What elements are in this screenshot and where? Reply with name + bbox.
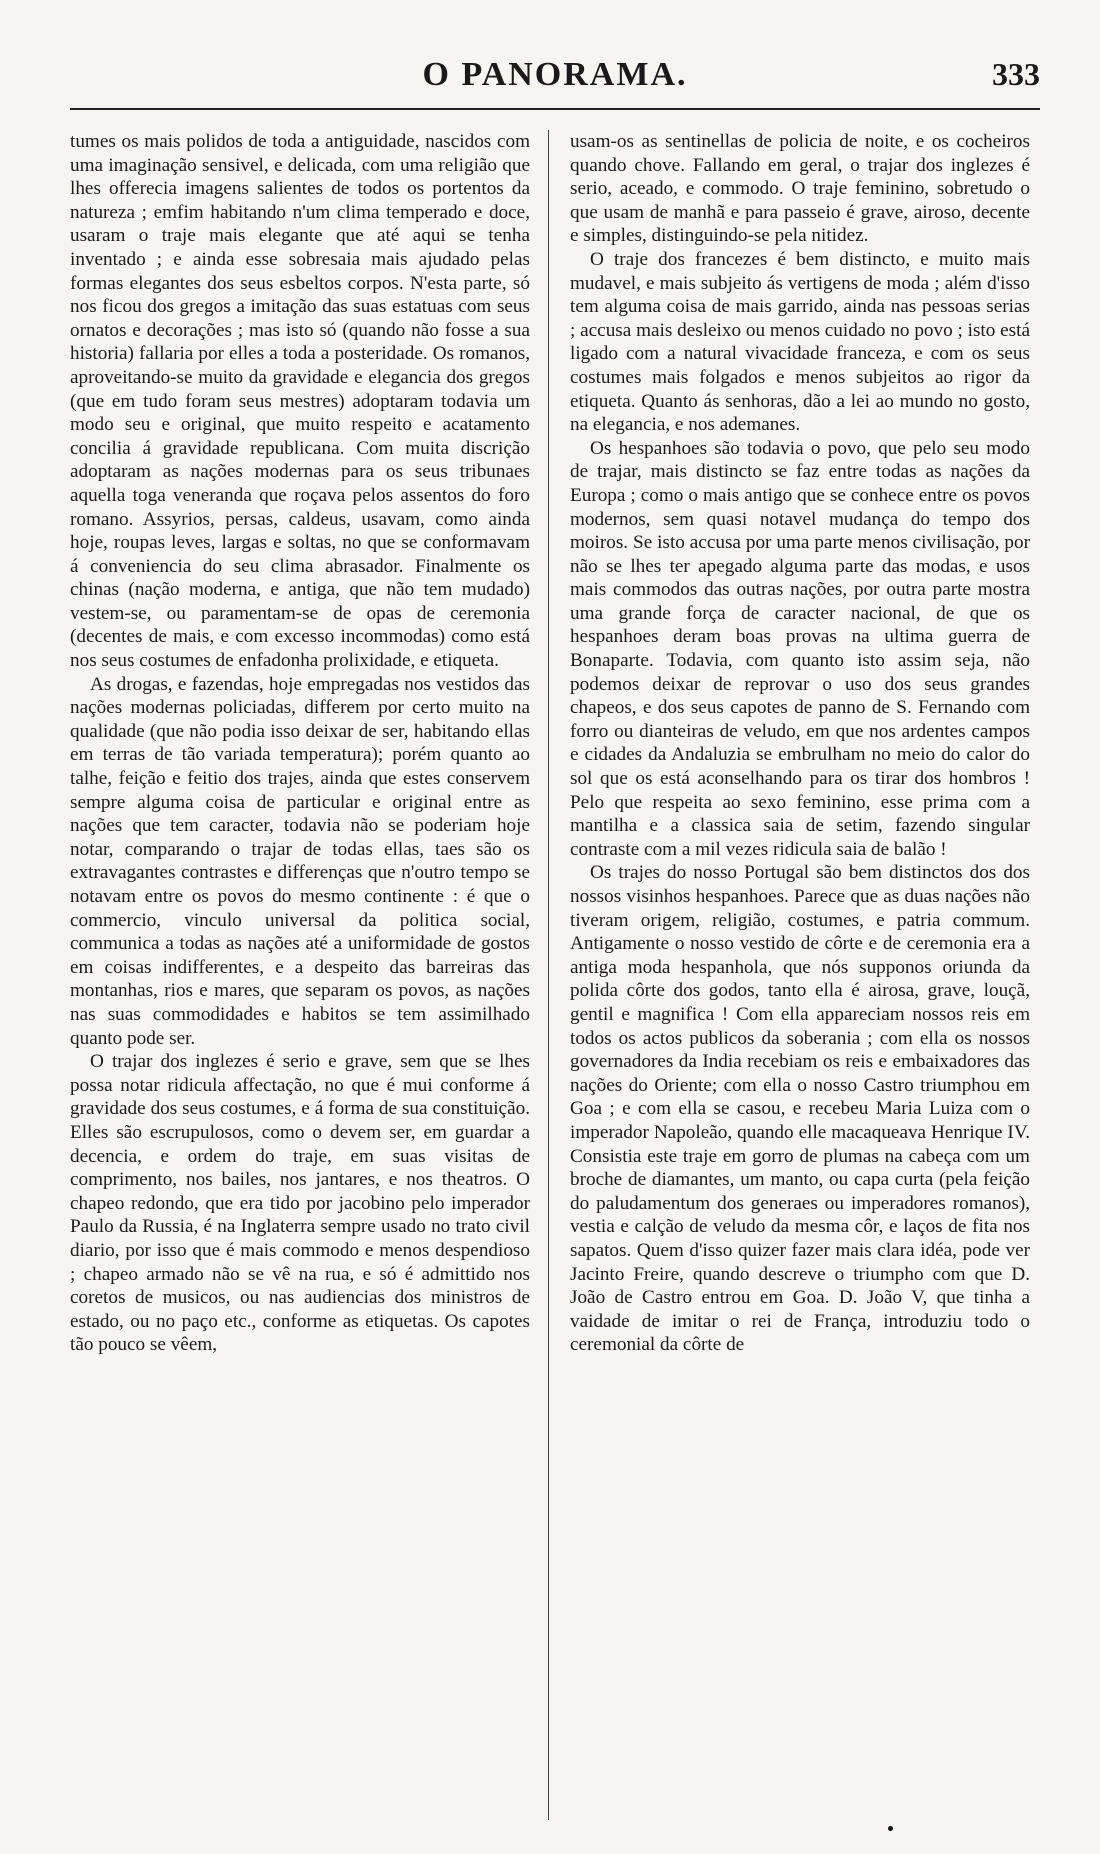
left-column: [70, 130, 530, 1820]
header-rule: [70, 108, 1040, 110]
paragraph: O trajar dos inglezes é serio e grave, sem que se lhes possa notar ridicula affectação, no que é mui conforme á gravidade dos seus costumes, e á forma de sua constituição. Elles são escrupulosos, como o devem ser, em guardar a decencia, e ordem do traje, em suas visitas de comprimento, nos bailes, nos jantares, e nos theatros. O chapeo redondo, que era tido por jacobino pelo imperador Paulo da Russia, é na Inglaterra sempre usado no trato civil diario, por isso que é mais commodo e menos despendioso ; chapeo armado não se vê na rua, e só é admittido nos coretos de musicos, ou nas audiencias dos ministros de estado, ou no paço etc., conforme as etiquetas. Os capotes tão pouco se vêem,: [70, 1051, 530, 1356]
paragraph: usam-os as sentinellas de policia de noite, e os cocheiros quando chove. Fallando em geral, o trajar dos inglezes é serio, aceado, e commodo. O traje feminino, sobretudo o que usam de manhã e para passeio é grave, airoso, decente e simples, distinguindo-se pela nitidez.: [570, 131, 1030, 247]
publication-title: O PANORAMA.: [422, 56, 688, 93]
right-column: [570, 130, 1030, 1820]
paragraph: As drogas, e fazendas, hoje empregadas nos vestidos das nações modernas policiadas, differem por certo muito na qualidade (que não podia isso deixar de ser, habitando ellas em terras de tão variada temperatura); porém quanto ao talhe, feição e feitio dos trajes, ainda que estes conservem sempre alguma coisa de particular e original entre as nações que tem caracter, todavia não se poderiam hoje notar, comparando o trajar de todas ellas, taes são os extravagantes contrastes e differenças que n'outro tempo se notavam entre os povos do mesmo continente : é que o commercio, vinculo universal da politica social, communica a todas as nações até a uniformidade de gostos em coisas indifferentes, e a despeito das barreiras das montanhas, rios e mares, que separam os povos, as nações nas suas commodidades e habitos se tem assimilhado quanto pode ser.: [70, 673, 530, 1049]
column-divider: [548, 130, 549, 1820]
ink-dot: [888, 1826, 893, 1831]
paragraph: tumes os mais polidos de toda a antiguidade, nascidos com uma imaginação sensivel, e delicada, com uma religião que lhes offerecia imagens salientes de todos os portentos da natureza ; emfim habitando n'um clima temperado e doce, usaram o traje mais elegante que até aqui se tenha inventado ; e ainda esse sobresaia mais ajudado pelas formas elegantes dos seus esbeltos corpos. N'esta parte, só nos ficou dos gregos a imitação das suas estatuas com seus ornatos e decorações ; mas isto só (quando não fosse a sua historia) fallaria por elles a toda a posteridade. Os romanos, aproveitando-se muito da gravidade e elegancia dos gregos (que em tudo foram seus mestres) adoptaram todavia um modo seu e original, que muito respeito e acatamento concilia á gravidade republicana. Com muita discrição adoptaram as nações modernas para os seus tribunaes aquella toga veneranda que roçava pelos assentos do foro romano. Assyrios, persas, caldeus, usavam, como ainda hoje, roupas leves, largas e soltas, no que se conformavam á conveniencia do seu clima abrasador. Finalmente os chinas (nação moderna, e antiga, que não tem mudado) vestem-se, ou paramentam-se de opas de ceremonia (decentes de mais, e com excesso incommodas) como está nos seus costumes de enfadonha prolixidade, e etiqueta.: [70, 131, 530, 672]
page-number: 333: [992, 56, 1040, 92]
paragraph: Os trajes do nosso Portugal são bem distinctos dos dos nossos visinhos hespanhoes. Parece que as duas nações não tiveram origem, religião, costumes, e patria commum. Antigamente o nosso vestido de côrte e de ceremonia era a antiga moda hespanhola, que nós supponos oriunda da polida côrte dos godos, tanto ella é airosa, grave, louçã, gentil e magnifica ! Com ella appareciam nossos reis em todos os actos publicos da soberania ; com ella os nossos governadores da India recebiam os reis e embaixadores das nações do Oriente; com ella o nosso Castro triumphou em Goa ; e com ella se casou, e recebeu Maria Luiza com o imperador Napoleão, quando elle macaqueava Henrique IV. Consistia este traje em gorro de plumas na cabeça com um broche de diamantes, um manto, ou capa curta (pela feição do paludamentum dos generaes ou imperadores romanos), vestia e calção de veludo da mesma côr, e laços de fita nos sapatos. Quem d'isso quizer fazer mais clara idéa, pode ver Jacinto Freire, quando descreve o triumpho com que D. João de Castro entrou em Goa. D. João V, que tinha a vaidade de imitar o rei de França, introduziu todo o ceremonial da côrte de: [570, 862, 1030, 1356]
paragraph: O traje dos francezes é bem distincto, e muito mais mudavel, e mais subjeito ás vertigens de moda ; além d'isso tem alguma coisa de mais garrido, ainda nas pessoas serias ; accusa mais desleixo ou menos cuidado no povo ; isto está ligado com a natural vivacidade franceza, e com os seus costumes mais folgados e menos subjeitos ao rigor da etiqueta. Quanto ás senhoras, dão a lei ao mundo no gosto, na elegancia, e nos ademanes.: [570, 248, 1030, 436]
page-header: [70, 48, 1040, 96]
paragraph: Os hespanhoes são todavia o povo, que pelo seu modo de trajar, mais distincto se faz entre todas as nações da Europa ; como o mais antigo que se conhece entre os povos modernos, sem quasi notavel mudança do tempo dos moiros. Se isto accusa por uma parte menos civilisação, por não se lhes ter apegado alguma parte das modas, e usos mais commodos das outras nações, por outra parte mostra uma grande força de caracter nacional, de que os hespanhoes deram boas provas na ultima guerra de Bonaparte. Todavia, com quanto isto assim seja, não podemos deixar de reprovar o uso dos seus grandes chapeos, e dos seus capotes de panno de S. Fernando com forro ou dianteiras de veludo, em que nos ardentes campos e cidades da Andaluzia se embrulham no meio do calor do sol que os está aconselhando para os tirar dos hombros ! Pelo que respeita ao sexo feminino, esse prima com a mantilha e a classica saia de setim, fazendo singular contraste com a mil vezes ridicula saia de balão !: [570, 437, 1030, 860]
